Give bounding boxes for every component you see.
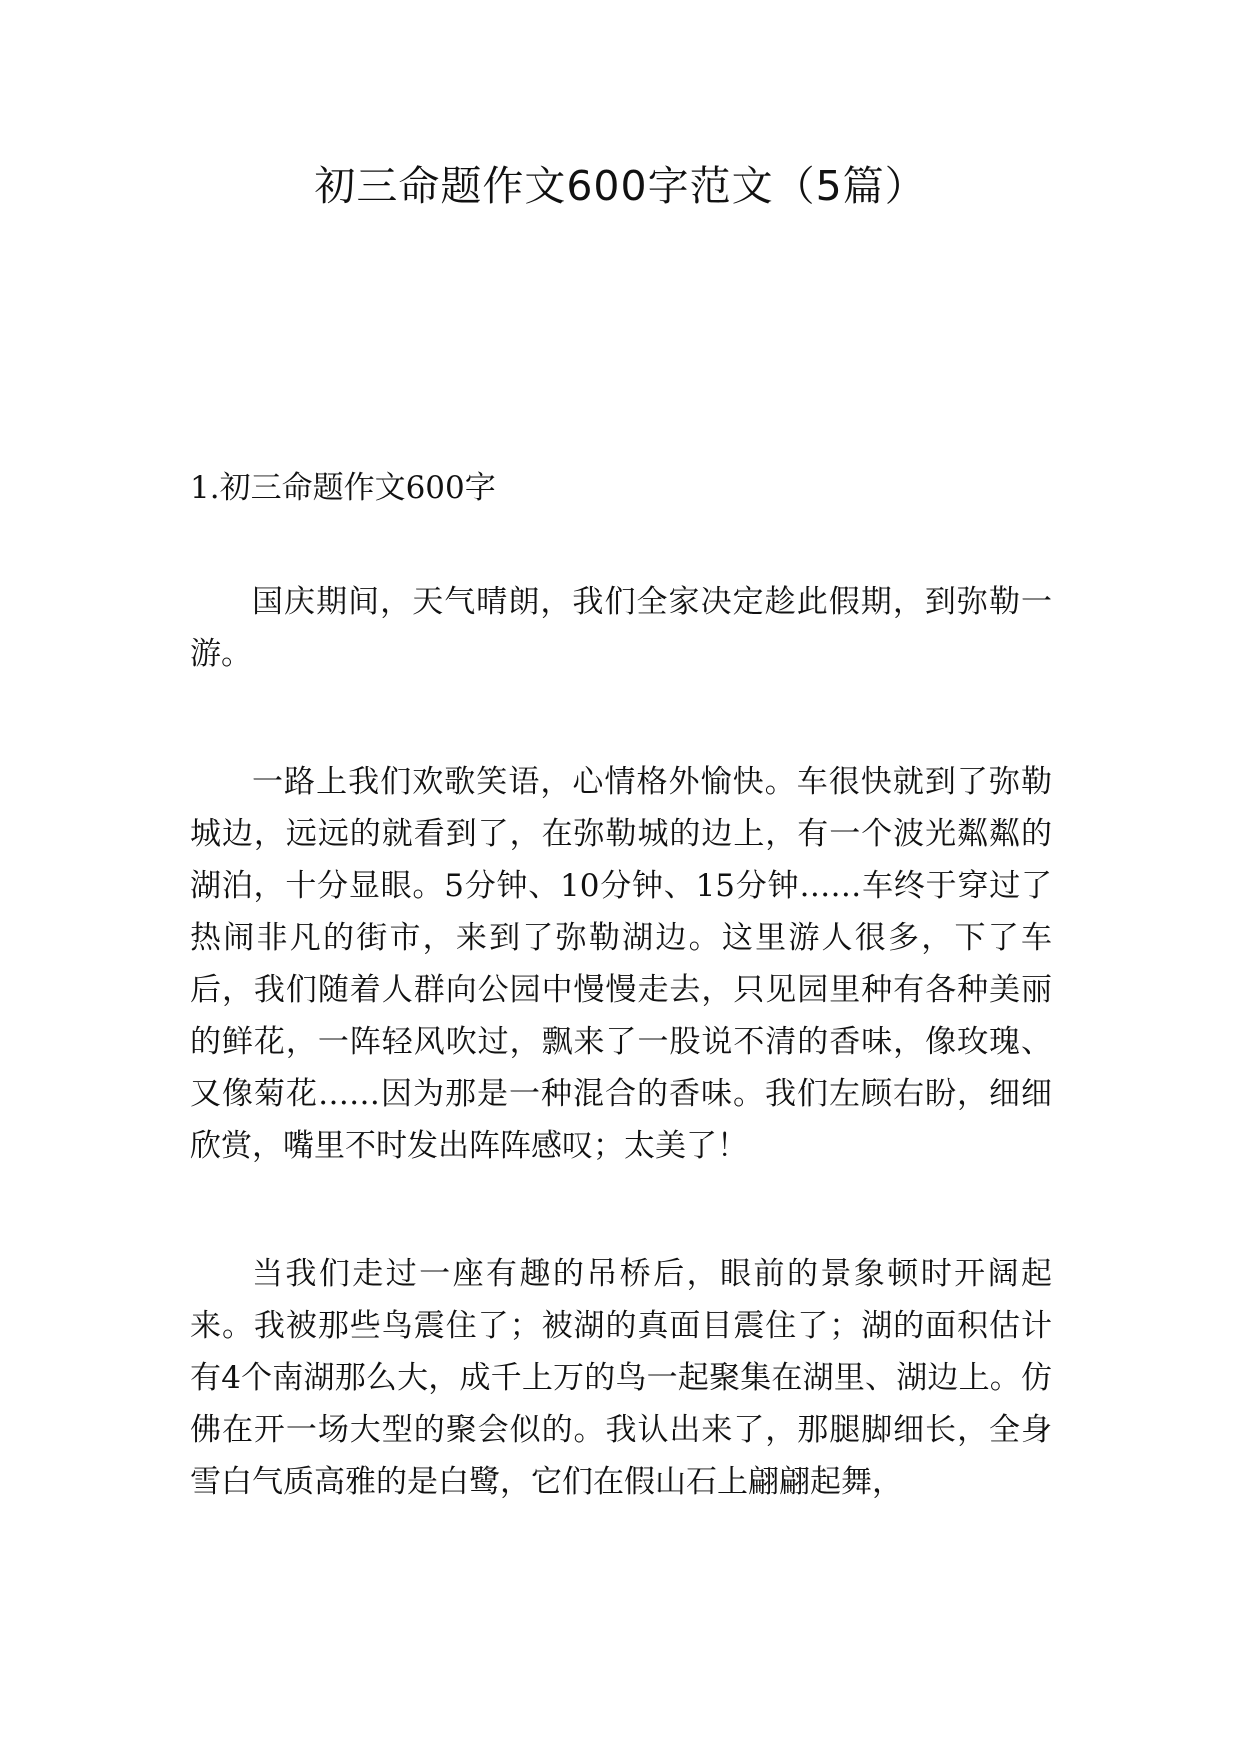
paragraph-3: 当我们走过一座有趣的吊桥后，眼前的景象顿时开阔起来。我被那些鸟震住了；被湖的真面目震住了；湖的面积估计有4个南湖那么大，成千上万的鸟一起聚集在湖里、湖边上。仿佛在开一场大型的聚会似的。我认出来了，那腿脚细长，全身雪白气质高雅的是白鹭，它们在假山石上翩翩起舞， bbox=[190, 1256, 1052, 1500]
section-heading: 1.初三命题作文600字 bbox=[190, 470, 496, 506]
paragraph-2: 一路上我们欢歌笑语，心情格外愉快。车很快就到了弥勒城边，远远的就看到了，在弥勒城的边上，有一个波光粼粼的湖泊，十分显眼。5分钟、10分钟、15分钟……车终于穿过了热闹非凡的街市，来到了弥勒湖边。这里游人很多，下了车后，我们随着人群向公园中慢慢走去，只见园里种有各种美丽的鲜花，一阵轻风吹过，飘来了一股说不清的香味，像玫瑰、又像菊花……因为那是一种混合的香味。我们左顾右盼，细细欣赏，嘴里不时发出阵阵感叹；太美了！ bbox=[190, 764, 1052, 1164]
paragraph-1: 国庆期间，天气晴朗，我们全家决定趁此假期，到弥勒一游。 bbox=[190, 584, 1052, 672]
document-title: 初三命题作文600字范文（5篇） bbox=[314, 162, 927, 210]
